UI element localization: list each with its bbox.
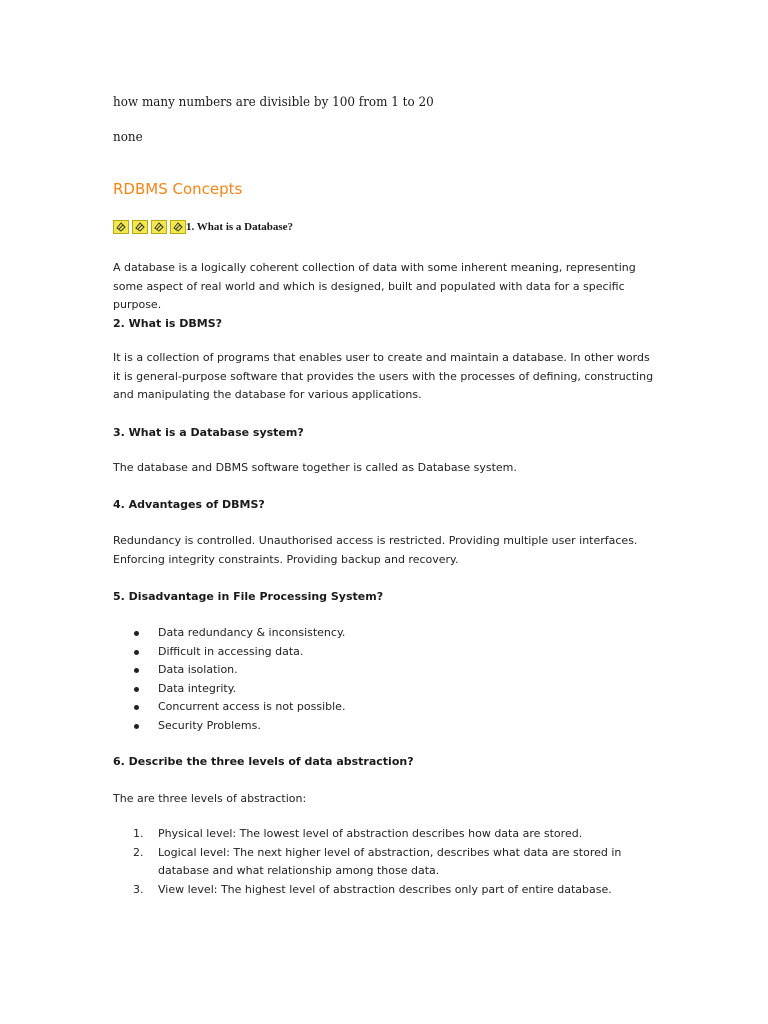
answer-3: The database and DBMS software together is called as Database system.	[113, 461, 517, 474]
bullet-icon	[134, 724, 139, 729]
disadvantages-list	[113, 624, 658, 735]
answer-4: Redundancy is controlled. Unauthorised access is restricted. Providing multiple user interfaces. Enforcing integrity constraints. Providing backup and recovery.	[113, 534, 638, 566]
answer-2: It is a collection of programs that enables user to create and maintain a database. In other words it is general-purpose software that provides the users with the processes of defining, constructing and manipulating the database for various applications.	[113, 351, 654, 401]
list-item: Data integrity.	[113, 680, 658, 699]
abstraction-levels-wrap	[113, 825, 658, 899]
list-item: 1. Physical level: The lowest level of abstraction describes how data are stored.	[133, 827, 583, 840]
question-3: 3. What is a Database system?	[113, 426, 304, 439]
abstraction-levels-list	[113, 825, 658, 899]
list-item: Concurrent access is not possible.	[113, 698, 658, 717]
question-5: 5. Disadvantage in File Processing System?	[113, 590, 384, 603]
bullet-icon	[134, 650, 139, 655]
list-item: Difficult in accessing data.	[113, 643, 658, 662]
question-1-text: 1. What is a Database?	[186, 221, 294, 233]
disadvantages-list-wrap	[113, 624, 658, 735]
section-title: RDBMS Concepts	[113, 180, 243, 198]
bullet-icon	[134, 631, 139, 636]
question-2: 2. What is DBMS?	[113, 317, 223, 330]
question-4: 4. Advantages of DBMS?	[113, 498, 265, 511]
question-1-heading	[113, 219, 293, 235]
bullet-icon	[134, 668, 139, 673]
answer-6-intro: The are three levels of abstraction:	[113, 792, 307, 805]
list-item: Security Problems.	[113, 717, 658, 736]
answer-1: A database is a logically coherent collection of data with some inherent meaning, representing some aspect of real world and which is designed, built and populated with data for a specific purpose.	[113, 261, 636, 311]
stamp-icon	[170, 220, 186, 234]
question-6: 6. Describe the three levels of data abstraction?	[113, 755, 414, 768]
list-item: Data isolation.	[113, 661, 658, 680]
intro-question: how many numbers are divisible by 100 from 1 to 20	[113, 95, 434, 110]
stamp-icon	[151, 220, 167, 234]
list-item: 2. Logical level: The next higher level of abstraction, describes what data are stored in database and what relationship among those data.	[133, 845, 622, 877]
list-item: 3. View level: The highest level of abstraction describes only part of entire database.	[133, 882, 612, 896]
intro-answer: none	[113, 130, 143, 145]
bullet-icon	[134, 687, 139, 692]
stamp-icon	[113, 220, 129, 234]
list-item: Data redundancy & inconsistency.	[113, 624, 658, 643]
stamp-icon	[132, 220, 148, 234]
bullet-icon	[134, 705, 139, 710]
